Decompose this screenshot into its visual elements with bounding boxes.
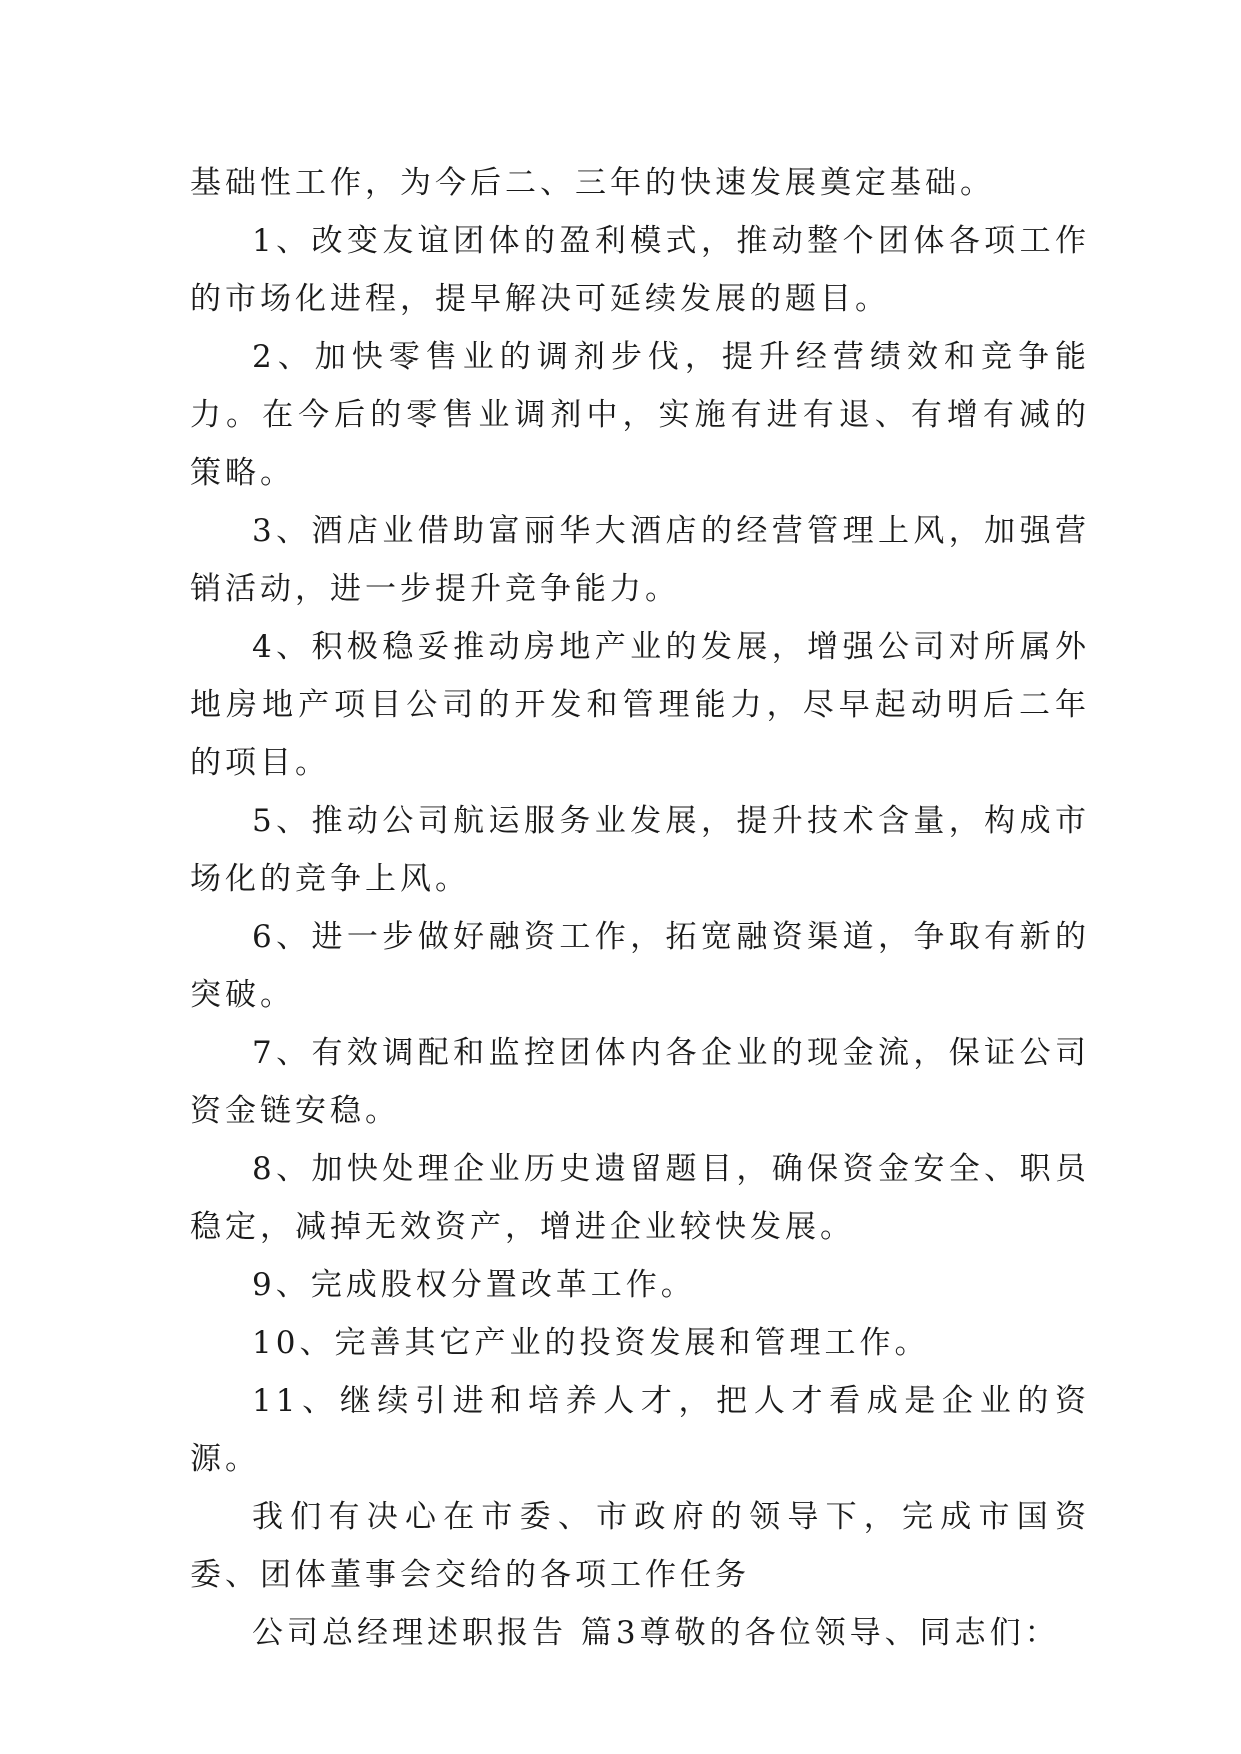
paragraph-continuation: 基础性工作，为今后二、三年的快速发展奠定基础。 <box>190 165 995 201</box>
paragraph-item-5: 5、推动公司航运服务业发展，提升技术含量，构成市场化的竞争上风。 <box>190 803 1090 897</box>
paragraph-item-10: 10、完善其它产业的投资发展和管理工作。 <box>252 1325 930 1361</box>
paragraph-closing: 我们有决心在市委、市政府的领导下，完成市国资委、团体董事会交给的各项工作任务 <box>190 1499 1090 1593</box>
paragraph-item-3: 3、酒店业借助富丽华大酒店的经营管理上风，加强营销活动，进一步提升竞争能力。 <box>190 513 1090 607</box>
paragraph-item-4: 4、积极稳妥推动房地产业的发展，增强公司对所属外地房地产项目公司的开发和管理能力，尽早起动明后二年的项目。 <box>190 629 1090 781</box>
paragraph-item-8: 8、加快处理企业历史遗留题目，确保资金安全、职员稳定，减掉无效资产，增进企业较快发展。 <box>190 1151 1090 1245</box>
paragraph-next-section-heading: 公司总经理述职报告 篇3尊敬的各位领导、同志们： <box>252 1615 1060 1651</box>
paragraph-item-6: 6、进一步做好融资工作，拓宽融资渠道，争取有新的突破。 <box>190 919 1090 1013</box>
paragraph-item-9: 9、完成股权分置改革工作。 <box>252 1267 696 1303</box>
paragraph-item-7: 7、有效调配和监控团体内各企业的现金流，保证公司资金链安稳。 <box>190 1035 1090 1129</box>
paragraph-item-1: 1、改变友谊团体的盈利模式，推动整个团体各项工作的市场化进程，提早解决可延续发展的题目。 <box>190 223 1090 317</box>
paragraph-item-11: 11、继续引进和培养人才，把人才看成是企业的资源。 <box>190 1383 1090 1477</box>
document-body <box>190 154 1090 1662</box>
paragraph-item-2: 2、加快零售业的调剂步伐，提升经营绩效和竞争能力。在今后的零售业调剂中，实施有进有退、有增有减的策略。 <box>190 339 1090 491</box>
